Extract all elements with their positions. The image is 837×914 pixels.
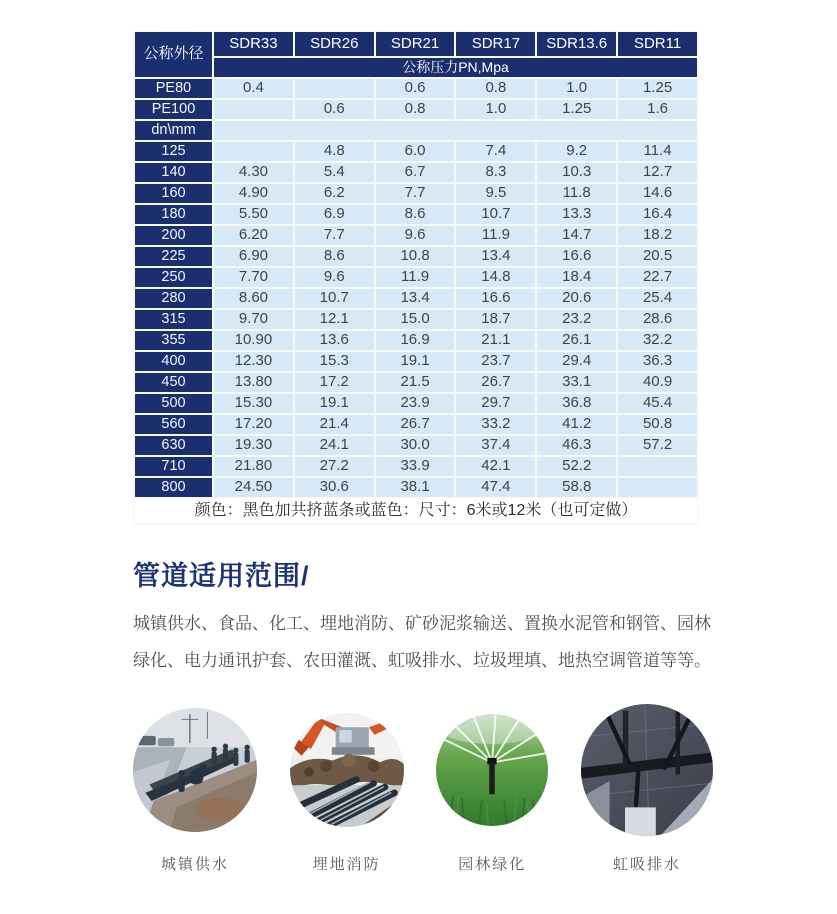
wall-thickness-cell: 10.7 (455, 204, 536, 225)
dn-value-label: 250 (134, 267, 213, 288)
wall-thickness-cell: 42.1 (455, 456, 536, 477)
wall-thickness-cell: 7.7 (375, 183, 456, 204)
wall-thickness-cell: 32.2 (617, 330, 698, 351)
sdr-column-header: SDR33 (213, 31, 294, 57)
wall-thickness-cell: 38.1 (375, 477, 456, 498)
wall-thickness-cell: 6.0 (375, 141, 456, 162)
dimension-row (134, 414, 698, 435)
photo-frame (436, 699, 548, 841)
wall-thickness-cell (617, 477, 698, 498)
wall-thickness-cell: 21.5 (375, 372, 456, 393)
pressure-row (134, 99, 698, 120)
wall-thickness-cell: 13.6 (294, 330, 375, 351)
dn-header-row-group (134, 120, 698, 141)
pressure-cell: 1.25 (536, 99, 617, 120)
wall-thickness-cell: 20.5 (617, 246, 698, 267)
wall-thickness-cell: 19.1 (294, 393, 375, 414)
application-item-siphon-drain (581, 699, 713, 874)
dimension-row (134, 288, 698, 309)
dimension-row (134, 456, 698, 477)
dimension-row (134, 393, 698, 414)
wall-thickness-cell: 45.4 (617, 393, 698, 414)
dimension-rows (134, 141, 698, 498)
wall-thickness-cell: 29.7 (455, 393, 536, 414)
wall-thickness-cell: 8.6 (294, 246, 375, 267)
application-item-buried-fire (290, 699, 404, 874)
table-footnote: 颜色：黑色加共挤蓝条或蓝色：尺寸：6米或12米（也可定做） (134, 498, 698, 524)
dn-value-label: 315 (134, 309, 213, 330)
wall-thickness-cell: 18.7 (455, 309, 536, 330)
wall-thickness-cell: 7.7 (294, 225, 375, 246)
wall-thickness-cell: 16.9 (375, 330, 456, 351)
photo-caption: 城镇供水 (160, 856, 229, 873)
dn-value-label: 140 (134, 162, 213, 183)
wall-thickness-cell: 21.1 (455, 330, 536, 351)
wall-thickness-cell: 9.70 (213, 309, 294, 330)
wall-thickness-cell: 40.9 (617, 372, 698, 393)
pressure-cell: 0.4 (213, 78, 294, 99)
wall-thickness-cell: 15.30 (213, 393, 294, 414)
wall-thickness-cell: 26.7 (455, 372, 536, 393)
dimension-row (134, 267, 698, 288)
wall-thickness-cell: 6.2 (294, 183, 375, 204)
pressure-cell: 0.6 (294, 99, 375, 120)
dn-value-label: 180 (134, 204, 213, 225)
wall-thickness-cell: 5.50 (213, 204, 294, 225)
dn-value-label: 355 (134, 330, 213, 351)
wall-thickness-cell: 46.3 (536, 435, 617, 456)
pe-grade-label: PE80 (134, 78, 213, 99)
wall-thickness-cell: 13.3 (536, 204, 617, 225)
wall-thickness-cell: 26.7 (375, 414, 456, 435)
pipe-spec-table (133, 30, 699, 525)
dn-value-label: 280 (134, 288, 213, 309)
wall-thickness-cell: 10.7 (294, 288, 375, 309)
wall-thickness-cell: 36.8 (536, 393, 617, 414)
photo-caption: 园林绿化 (458, 856, 527, 873)
buried-fire-photo-art (290, 713, 404, 827)
wall-thickness-cell: 10.90 (213, 330, 294, 351)
pressure-cell: 1.25 (617, 78, 698, 99)
wall-thickness-cell: 11.9 (455, 225, 536, 246)
wall-thickness-cell: 13.80 (213, 372, 294, 393)
pressure-cell: 0.8 (455, 78, 536, 99)
sdr-column-header: SDR17 (455, 31, 536, 57)
wall-thickness-cell: 7.70 (213, 267, 294, 288)
wall-thickness-cell: 12.7 (617, 162, 698, 183)
wall-thickness-cell: 52.2 (536, 456, 617, 477)
pe-grade-label: PE100 (134, 99, 213, 120)
sdr-column-header: SDR21 (375, 31, 456, 57)
dn-label: dn\mm (134, 120, 213, 141)
dimension-row (134, 246, 698, 267)
wall-thickness-cell: 29.4 (536, 351, 617, 372)
dn-value-label: 400 (134, 351, 213, 372)
wall-thickness-cell: 18.2 (617, 225, 698, 246)
wall-thickness-cell: 36.3 (617, 351, 698, 372)
wall-thickness-cell: 23.7 (455, 351, 536, 372)
application-item-urban-water (133, 699, 257, 874)
landscaping-photo (436, 714, 548, 826)
wall-thickness-cell: 25.4 (617, 288, 698, 309)
dn-filler-cell (213, 120, 698, 141)
wall-thickness-cell: 30.6 (294, 477, 375, 498)
wall-thickness-cell: 23.2 (536, 309, 617, 330)
wall-thickness-cell: 6.9 (294, 204, 375, 225)
dimension-row (134, 330, 698, 351)
wall-thickness-cell: 7.4 (455, 141, 536, 162)
wall-thickness-cell: 11.8 (536, 183, 617, 204)
dn-value-label: 450 (134, 372, 213, 393)
wall-thickness-cell: 14.6 (617, 183, 698, 204)
wall-thickness-cell: 15.3 (294, 351, 375, 372)
pressure-rows (134, 78, 698, 120)
pressure-header-row (134, 57, 698, 78)
wall-thickness-cell: 24.1 (294, 435, 375, 456)
wall-thickness-cell: 11.4 (617, 141, 698, 162)
dn-value-label: 160 (134, 183, 213, 204)
pressure-cell: 1.0 (536, 78, 617, 99)
application-item-landscaping (436, 699, 548, 874)
wall-thickness-cell: 9.6 (294, 267, 375, 288)
dimension-row (134, 477, 698, 498)
wall-thickness-cell: 9.2 (536, 141, 617, 162)
dn-value-label: 125 (134, 141, 213, 162)
pressure-header: 公称压力PN,Mpa (213, 57, 698, 78)
wall-thickness-cell: 21.80 (213, 456, 294, 477)
sdr-header-row (134, 31, 698, 57)
dn-value-label: 630 (134, 435, 213, 456)
pressure-cell: 1.0 (455, 99, 536, 120)
dimension-row (134, 162, 698, 183)
dimension-row (134, 204, 698, 225)
wall-thickness-cell: 10.3 (536, 162, 617, 183)
wall-thickness-cell (213, 141, 294, 162)
wall-thickness-cell: 33.2 (455, 414, 536, 435)
pressure-cell: 0.6 (375, 78, 456, 99)
pressure-cell (294, 78, 375, 99)
pressure-cell: 1.6 (617, 99, 698, 120)
photo-caption: 虹吸排水 (612, 856, 681, 873)
wall-thickness-cell: 19.30 (213, 435, 294, 456)
landscaping-photo-art (436, 714, 548, 826)
wall-thickness-cell: 13.4 (375, 288, 456, 309)
dn-value-label: 710 (134, 456, 213, 477)
section-title: 管道适用范围/ (133, 561, 310, 591)
dimension-row (134, 351, 698, 372)
wall-thickness-cell: 17.20 (213, 414, 294, 435)
wall-thickness-cell: 30.0 (375, 435, 456, 456)
wall-thickness-cell: 10.8 (375, 246, 456, 267)
dimension-row (134, 183, 698, 204)
wall-thickness-cell (617, 456, 698, 477)
pressure-cell (213, 99, 294, 120)
wall-thickness-cell: 33.1 (536, 372, 617, 393)
wall-thickness-cell: 16.4 (617, 204, 698, 225)
section-body-text: 城镇供水、食品、化工、埋地消防、矿砂泥浆输送、置换水泥管和钢管、园林绿化、电力通讯护套、农田灌溉、虹吸排水、垃圾埋填、地热空调管道等等。 (133, 614, 711, 670)
dn-value-label: 225 (134, 246, 213, 267)
dimension-row (134, 372, 698, 393)
photo-frame (290, 699, 404, 841)
wall-thickness-cell: 57.2 (617, 435, 698, 456)
wall-thickness-cell: 4.8 (294, 141, 375, 162)
wall-thickness-cell: 23.9 (375, 393, 456, 414)
sdr-column-header: SDR26 (294, 31, 375, 57)
pressure-cell: 0.8 (375, 99, 456, 120)
sdr-column-header: SDR13.6 (536, 31, 617, 57)
wall-thickness-cell: 47.4 (455, 477, 536, 498)
buried-fire-photo (290, 713, 404, 827)
wall-thickness-cell: 22.7 (617, 267, 698, 288)
wall-thickness-cell: 27.2 (294, 456, 375, 477)
wall-thickness-cell: 15.0 (375, 309, 456, 330)
wall-thickness-cell: 41.2 (536, 414, 617, 435)
dn-value-label: 800 (134, 477, 213, 498)
wall-thickness-cell: 17.2 (294, 372, 375, 393)
dn-value-label: 560 (134, 414, 213, 435)
wall-thickness-cell: 5.4 (294, 162, 375, 183)
wall-thickness-cell: 13.4 (455, 246, 536, 267)
footnote-row (134, 498, 698, 524)
photo-frame (133, 699, 257, 841)
dn-header-row (134, 120, 698, 141)
wall-thickness-cell: 16.6 (536, 246, 617, 267)
application-photos-row (133, 699, 713, 874)
siphon-drain-photo (581, 704, 713, 836)
urban-water-photo (133, 708, 257, 832)
dimension-row (134, 309, 698, 330)
wall-thickness-cell: 4.90 (213, 183, 294, 204)
wall-thickness-cell: 33.9 (375, 456, 456, 477)
wall-thickness-cell: 24.50 (213, 477, 294, 498)
corner-label: 公称外径 (134, 31, 213, 78)
wall-thickness-cell: 18.4 (536, 267, 617, 288)
dimension-row (134, 141, 698, 162)
wall-thickness-cell: 12.1 (294, 309, 375, 330)
wall-thickness-cell: 37.4 (455, 435, 536, 456)
wall-thickness-cell: 8.60 (213, 288, 294, 309)
wall-thickness-cell: 19.1 (375, 351, 456, 372)
wall-thickness-cell: 9.5 (455, 183, 536, 204)
wall-thickness-cell: 8.3 (455, 162, 536, 183)
wall-thickness-cell: 12.30 (213, 351, 294, 372)
wall-thickness-cell: 6.90 (213, 246, 294, 267)
dn-value-label: 500 (134, 393, 213, 414)
wall-thickness-cell: 4.30 (213, 162, 294, 183)
wall-thickness-cell: 58.8 (536, 477, 617, 498)
wall-thickness-cell: 21.4 (294, 414, 375, 435)
wall-thickness-cell: 26.1 (536, 330, 617, 351)
photo-frame (581, 699, 713, 841)
wall-thickness-cell: 11.9 (375, 267, 456, 288)
wall-thickness-cell: 6.7 (375, 162, 456, 183)
dn-value-label: 200 (134, 225, 213, 246)
dimension-row (134, 225, 698, 246)
photo-caption: 埋地消防 (312, 856, 381, 873)
wall-thickness-cell: 14.7 (536, 225, 617, 246)
wall-thickness-cell: 20.6 (536, 288, 617, 309)
dimension-row (134, 435, 698, 456)
wall-thickness-cell: 6.20 (213, 225, 294, 246)
pressure-row (134, 78, 698, 99)
urban-water-photo-art (133, 708, 257, 832)
wall-thickness-cell: 28.6 (617, 309, 698, 330)
wall-thickness-cell: 9.6 (375, 225, 456, 246)
sdr-column-header: SDR11 (617, 31, 698, 57)
wall-thickness-cell: 16.6 (455, 288, 536, 309)
siphon-drain-photo-art (581, 704, 713, 836)
wall-thickness-cell: 14.8 (455, 267, 536, 288)
wall-thickness-cell: 50.8 (617, 414, 698, 435)
wall-thickness-cell: 8.6 (375, 204, 456, 225)
